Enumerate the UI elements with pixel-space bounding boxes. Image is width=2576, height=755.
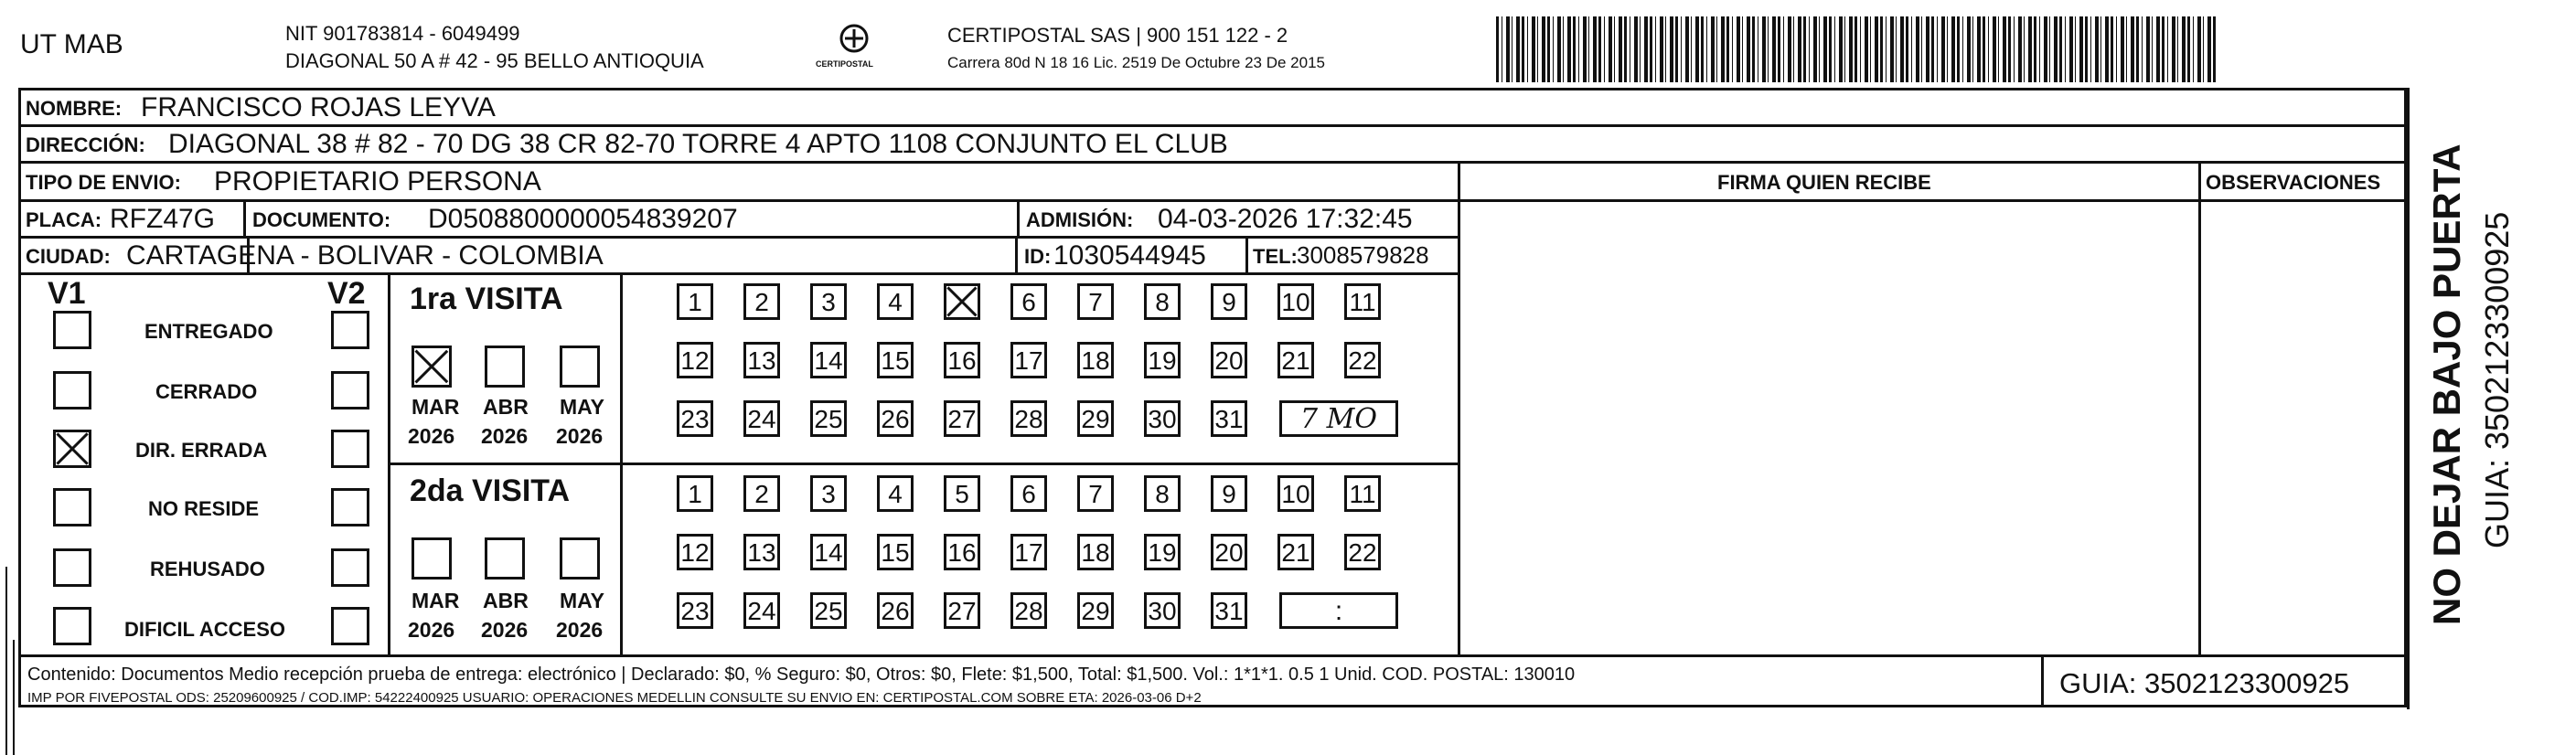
- plate-label: PLACA:: [26, 208, 102, 231]
- visit1-month-label: MAR: [412, 395, 460, 419]
- footer-imp: IMP POR FIVEPOSTAL ODS: 25209600925 / COD.IMP: 54222400925 USUARIO: OPERACIONES MEDELLIN CONSULTE SU ENVIO EN: CERTIPOSTAL.COM SOBRE ETA: 2026-03-06 D+2: [27, 690, 1202, 706]
- v1-no-reside-checkbox[interactable]: [53, 488, 91, 526]
- visit1-month-checkbox-may[interactable]: [560, 346, 600, 388]
- visit1-day-16[interactable]: 16: [944, 342, 980, 378]
- visit1-day-5[interactable]: [944, 283, 980, 320]
- company-address: DIAGONAL 50 A # 42 - 95 BELLO ANTIOQUIA: [285, 49, 704, 72]
- visit2-day-7[interactable]: 7: [1077, 475, 1114, 512]
- status-option: REHUSADO: [150, 558, 265, 580]
- visit1-year-label: 2026: [481, 424, 529, 448]
- visit1-day-28[interactable]: 28: [1010, 400, 1047, 437]
- visit2-day-11[interactable]: 11: [1344, 475, 1381, 512]
- visit2-day-6[interactable]: 6: [1010, 475, 1047, 512]
- visit2-day-29[interactable]: 29: [1077, 592, 1114, 629]
- visit2-year-label: 2026: [408, 618, 455, 642]
- visit2-day-26[interactable]: 26: [877, 592, 914, 629]
- visit2-month-label: ABR: [483, 589, 529, 612]
- visit2-day-24[interactable]: 24: [743, 592, 780, 629]
- footer-guia: GUIA: 3502123300925: [2059, 667, 2350, 699]
- v2-no-reside-checkbox[interactable]: [331, 488, 369, 526]
- visit2-day-21[interactable]: 21: [1277, 534, 1314, 570]
- visit2-day-13[interactable]: 13: [743, 534, 780, 570]
- visit2-year-label: 2026: [556, 618, 604, 642]
- footer-content: Contenido: Documentos Medio recepción prueba de entrega: electrónico | Declarado: $0, % Seguro: $0, Otros: $0, Flete: $1,500, Total: $1,500. Vol.: 1*1*1. 0.5 1 Unid. COD. POSTAL: 130010: [27, 665, 1576, 685]
- signature-header: FIRMA QUIEN RECIBE: [1717, 171, 1931, 194]
- visit2-day-9[interactable]: 9: [1211, 475, 1247, 512]
- visit1-day-8[interactable]: 8: [1144, 283, 1181, 320]
- visit1-day-23[interactable]: 23: [677, 400, 713, 437]
- visit1-day-3[interactable]: 3: [810, 283, 847, 320]
- visit2-day-16[interactable]: 16: [944, 534, 980, 570]
- visit1-title: 1ra VISITA: [410, 282, 563, 316]
- visit1-day-10[interactable]: 10: [1277, 283, 1314, 320]
- status-option: DIR. ERRADA: [135, 439, 268, 462]
- visit2-day-18[interactable]: 18: [1077, 534, 1114, 570]
- barcode: [1496, 16, 2218, 82]
- visit2-day-20[interactable]: 20: [1211, 534, 1247, 570]
- visit2-month-label: MAR: [412, 589, 460, 612]
- visit2-day-28[interactable]: 28: [1010, 592, 1047, 629]
- observations-header: OBSERVACIONES: [2206, 171, 2381, 194]
- visit1-day-22[interactable]: 22: [1344, 342, 1381, 378]
- visit1-day-13[interactable]: 13: [743, 342, 780, 378]
- visit2-month-checkbox-mar[interactable]: [412, 537, 452, 580]
- visit2-month-label: MAY: [560, 589, 604, 612]
- certipostal-logo: [808, 20, 900, 79]
- visit1-month-checkbox-abr[interactable]: [485, 346, 525, 388]
- visit2-day-22[interactable]: 22: [1344, 534, 1381, 570]
- visit2-day-19[interactable]: 19: [1144, 534, 1181, 570]
- visit1-day-6[interactable]: 6: [1010, 283, 1047, 320]
- visit2-day-31[interactable]: 31: [1211, 592, 1247, 629]
- admission-value: 04-03-2026 17:32:45: [1158, 204, 1413, 234]
- visit2-month-checkbox-may[interactable]: [560, 537, 600, 580]
- visit1-day-4[interactable]: 4: [877, 283, 914, 320]
- visit1-day-24[interactable]: 24: [743, 400, 780, 437]
- visit1-day-20[interactable]: 20: [1211, 342, 1247, 378]
- id-value: 1030544945: [1053, 240, 1206, 271]
- visit1-day-26[interactable]: 26: [877, 400, 914, 437]
- v1-rehusado-checkbox[interactable]: [53, 548, 91, 587]
- visit2-title: 2da VISITA: [410, 473, 571, 508]
- visit1-time-box[interactable]: 7 MO: [1279, 400, 1398, 437]
- visit2-day-27[interactable]: 27: [944, 592, 980, 629]
- visit2-day-8[interactable]: 8: [1144, 475, 1181, 512]
- status-option: ENTREGADO: [144, 320, 273, 343]
- logo-text: CERTIPOSTAL: [816, 59, 873, 69]
- admission-label: ADMISIÓN:: [1026, 208, 1134, 231]
- visit1-year-label: 2026: [556, 424, 604, 448]
- visit2-day-30[interactable]: 30: [1144, 592, 1181, 629]
- id-label: ID:: [1024, 245, 1052, 268]
- visit1-day-12[interactable]: 12: [677, 342, 713, 378]
- v2-dificil-acceso-checkbox[interactable]: [331, 607, 369, 645]
- visit1-month-checkbox-mar[interactable]: [412, 346, 452, 388]
- carrier-license: Carrera 80d N 18 16 Lic. 2519 De Octubre 23 De 2015: [947, 54, 1325, 71]
- type-label: TIPO DE ENVIO:: [26, 171, 181, 194]
- visit1-year-label: 2026: [408, 424, 455, 448]
- visit1-day-27[interactable]: 27: [944, 400, 980, 437]
- visit1-day-9[interactable]: 9: [1211, 283, 1247, 320]
- v1-dificil-acceso-checkbox[interactable]: [53, 607, 91, 645]
- status-option: DIFICIL ACCESO: [124, 618, 286, 641]
- visit2-day-2[interactable]: 2: [743, 475, 780, 512]
- visit2-year-label: 2026: [481, 618, 529, 642]
- v2-cerrado-checkbox[interactable]: [331, 371, 369, 409]
- city-label: CIUDAD:: [26, 245, 111, 268]
- company-nit: NIT 901783814 - 6049499: [285, 22, 520, 45]
- visit1-day-2[interactable]: 2: [743, 283, 780, 320]
- v1-label: V1: [48, 276, 86, 311]
- v1-entregado-checkbox[interactable]: [53, 311, 91, 349]
- visit2-day-14[interactable]: 14: [810, 534, 847, 570]
- visit2-time-box[interactable]: :: [1279, 592, 1398, 629]
- document-label: DOCUMENTO:: [252, 208, 391, 231]
- address-label: DIRECCIÓN:: [26, 133, 145, 156]
- v2-dir-errada-checkbox[interactable]: [331, 430, 369, 468]
- visit2-day-1[interactable]: 1: [677, 475, 713, 512]
- visit2-day-15[interactable]: 15: [877, 534, 914, 570]
- tel-value: 3008579828: [1297, 241, 1429, 269]
- visit2-day-5[interactable]: 5: [944, 475, 980, 512]
- carrier-name: CERTIPOSTAL SAS | 900 151 122 - 2: [947, 24, 1288, 47]
- visit1-month-label: MAY: [560, 395, 604, 419]
- v1-cerrado-checkbox[interactable]: [53, 371, 91, 409]
- visit1-day-29[interactable]: 29: [1077, 400, 1114, 437]
- side-warning: NO DEJAR BAJO PUERTA: [2425, 144, 2468, 625]
- visit1-day-31[interactable]: 31: [1211, 400, 1247, 437]
- visit1-day-14[interactable]: 14: [810, 342, 847, 378]
- visit2-day-4[interactable]: 4: [877, 475, 914, 512]
- visit2-day-23[interactable]: 23: [677, 592, 713, 629]
- visit2-day-25[interactable]: 25: [810, 592, 847, 629]
- company-name: UT MAB: [20, 29, 123, 59]
- recipient-name: FRANCISCO ROJAS LEYVA: [141, 92, 496, 122]
- visit1-day-18[interactable]: 18: [1077, 342, 1114, 378]
- visit1-day-30[interactable]: 30: [1144, 400, 1181, 437]
- visit1-day-25[interactable]: 25: [810, 400, 847, 437]
- status-option: NO RESIDE: [148, 497, 260, 520]
- city-value: CARTAGENA - BOLIVAR - COLOMBIA: [126, 240, 604, 271]
- shipment-type: PROPIETARIO PERSONA: [214, 166, 541, 197]
- v2-rehusado-checkbox[interactable]: [331, 548, 369, 587]
- visit1-day-1[interactable]: 1: [677, 283, 713, 320]
- v2-entregado-checkbox[interactable]: [331, 311, 369, 349]
- side-guia: GUIA: 3502123300925: [2478, 211, 2516, 548]
- visit2-day-17[interactable]: 17: [1010, 534, 1047, 570]
- tel-label: TEL:: [1253, 245, 1298, 268]
- visit1-day-19[interactable]: 19: [1144, 342, 1181, 378]
- visit2-day-10[interactable]: 10: [1277, 475, 1314, 512]
- visit2-day-12[interactable]: 12: [677, 534, 713, 570]
- v1-dir-errada-checkbox[interactable]: [53, 430, 91, 468]
- visit2-month-checkbox-abr[interactable]: [485, 537, 525, 580]
- visit2-day-3[interactable]: 3: [810, 475, 847, 512]
- visit1-day-17[interactable]: 17: [1010, 342, 1047, 378]
- v2-label: V2: [327, 276, 366, 311]
- name-label: NOMBRE:: [26, 97, 123, 120]
- visit1-day-11[interactable]: 11: [1344, 283, 1381, 320]
- visit1-day-21[interactable]: 21: [1277, 342, 1314, 378]
- status-option: CERRADO: [155, 380, 258, 403]
- visit1-month-label: ABR: [483, 395, 529, 419]
- plate-value: RFZ47G: [110, 204, 216, 234]
- visit1-day-15[interactable]: 15: [877, 342, 914, 378]
- visit1-day-7[interactable]: 7: [1077, 283, 1114, 320]
- document-value: D0508800000054839207: [428, 204, 738, 234]
- recipient-address: DIAGONAL 38 # 82 - 70 DG 38 CR 82-70 TORRE 4 APTO 1108 CONJUNTO EL CLUB: [168, 129, 1228, 159]
